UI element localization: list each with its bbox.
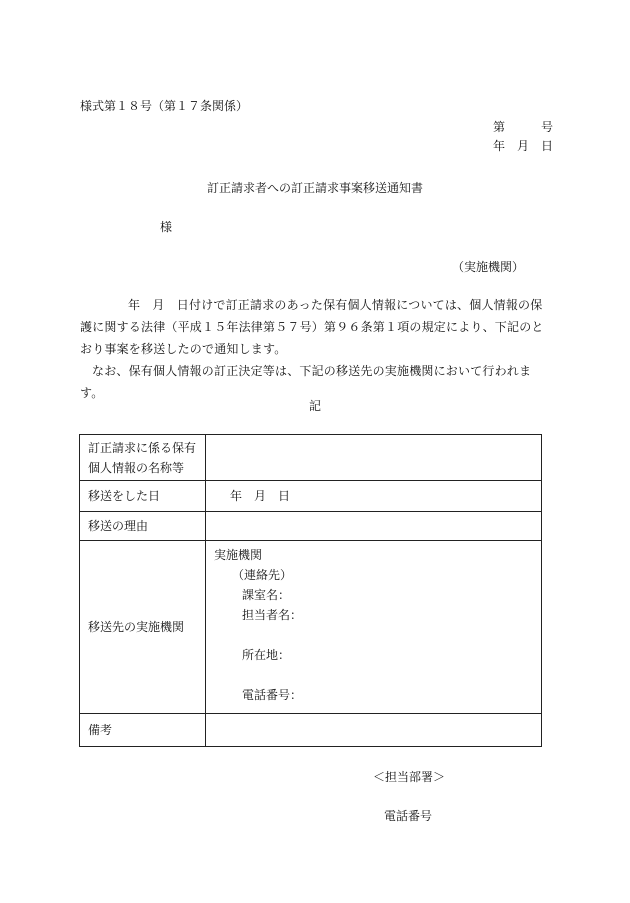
table-row: [80, 481, 542, 512]
table-row: [80, 714, 542, 747]
destination-agency: 実施機関: [214, 548, 263, 562]
destination-person: 担当者名：: [242, 608, 303, 622]
remarks-label: 備考: [80, 714, 206, 747]
transfer-reason-value: [206, 512, 542, 541]
transfer-date-value: 年 月 日: [206, 481, 542, 512]
table-row: [80, 512, 542, 541]
body-text: [80, 294, 552, 404]
document-date: 年 月 日: [493, 139, 554, 153]
recipient-honorific: 様: [160, 220, 173, 234]
document-title: 訂正請求者への訂正請求事案移送通知書: [206, 181, 423, 195]
subject-value: [206, 435, 542, 481]
destination-section: 課室名：: [242, 588, 291, 602]
transfer-date-label: 移送をした日: [80, 481, 206, 512]
destination-label: 移送先の実施機関: [80, 541, 206, 714]
form-number: 様式第１８号（第１７条関係）: [80, 99, 249, 113]
responsible-department: ＜担当部署＞: [373, 770, 446, 784]
table-row: [80, 435, 542, 481]
details-table: [79, 434, 542, 747]
destination-contact: （連絡先）: [232, 568, 293, 582]
transfer-reason-label: 移送の理由: [80, 512, 206, 541]
ki-heading: 記: [308, 399, 321, 413]
issuing-agency: （実施機関）: [452, 260, 525, 274]
body-paragraph-1: 年 月 日付けで訂正請求のあった保有個人情報については、個人情報の保護に関する法律（平成１５年法律第５７号）第９６条第１項の規定により、下記のとおり事案を移送したので通知します。: [80, 298, 544, 356]
table-row: [80, 541, 542, 714]
remarks-value: [206, 714, 542, 747]
destination-phone: 電話番号：: [242, 688, 303, 702]
document-number: 第 号: [493, 120, 554, 134]
destination-value: [206, 541, 542, 714]
body-paragraph-2: なお、保有個人情報の訂正決定等は、下記の移送先の実施機関において行われます。: [80, 364, 532, 400]
destination-address: 所在地：: [242, 648, 291, 662]
subject-label: 訂正請求に係る保有個人情報の名称等: [80, 435, 206, 481]
contact-phone: 電話番号: [384, 809, 433, 823]
